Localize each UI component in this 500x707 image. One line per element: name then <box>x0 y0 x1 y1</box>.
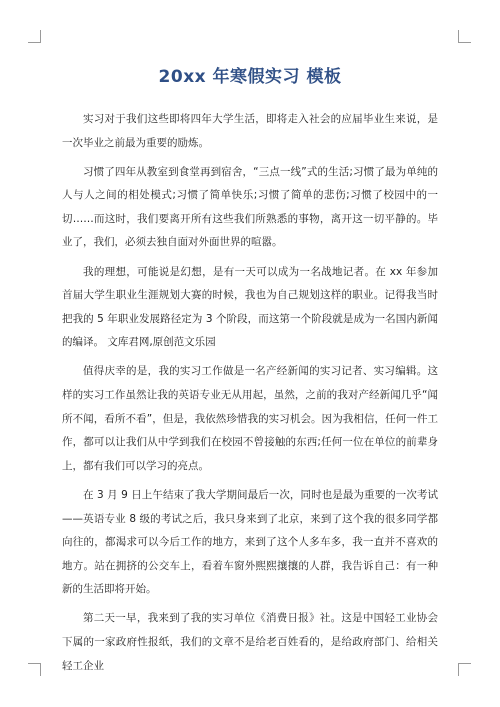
page-title: 20xx 年寒假实习 模板 <box>158 67 342 87</box>
crop-mark-top-left <box>28 30 41 43</box>
paragraph-4: 值得庆幸的是，我的实习工作做是一名产经新闻的实习记者、实习编辑。这样的实习工作虽然让我的英语专业无从用起，虽然，之前的我对产经新闻几乎“闻所不闻，看所不看”，但是，我依然珍惜我的实习机会。因为我相信，任何一件工作，都可以让我们从中学到我们在校园不曾接触的东西;任何一位在单位的前辈身上，都有我们可以学习的亮点。 <box>62 365 438 472</box>
paragraph-3: 我的理想，可能说是幻想，是有一天可以成为一名战地记者。在 xx 年参加首届大学生职业生涯规划大赛的时候，我也为自己规划这样的职业。记得我当时把我的 5 年职业发展路径定为 3 个阶段，而这第一个阶段就是成为一名国内新闻的编译。 文库君网,原创范文乐园 <box>62 265 438 349</box>
paragraph-1: 实习对于我们这些即将四年大学生活，即将走入社会的应届毕业生来说，是一次毕业之前最为重要的励炼。 <box>62 113 438 149</box>
crop-mark-bottom-left <box>28 663 41 676</box>
paragraph-6: 第二天一早，我来到了我的实习单位《消费日报》社。这是中国轻工业协会下属的一家政府性报纸，我们的文章不是给老百姓看的，是给政府部门、给相关轻工企业 <box>62 612 438 672</box>
paragraph-2: 习惯了四年从教室到食堂再到宿舍，“三点一线”式的生活;习惯了最为单纯的人与人之间的相处模式;习惯了简单快乐;习惯了简单的悲伤;习惯了校园中的一切……而这时，我们要离开所有这些我们所熟悉的事物，离开这一切平静的。毕业了，我们，必须去独自面对外面世界的喧嚣。 <box>62 165 438 249</box>
crop-mark-top-right <box>458 30 471 43</box>
crop-mark-bottom-right <box>458 663 471 676</box>
document-body <box>62 108 438 684</box>
paragraph-5: 在 3 月 9 日上午结束了我大学期间最后一次，同时也是最为重要的一次考试——英语专业 8 级的考试之后，我只身来到了北京，来到了这个我的很多同学都向往的，都渴求可以今后工作的地方，来到了这个人多车多，我一直并不喜欢的地方。站在拥挤的公交车上，看着车窗外熙熙攘攘的人群，我告诉自己：有一种新的生活即将开始。 <box>62 488 438 596</box>
